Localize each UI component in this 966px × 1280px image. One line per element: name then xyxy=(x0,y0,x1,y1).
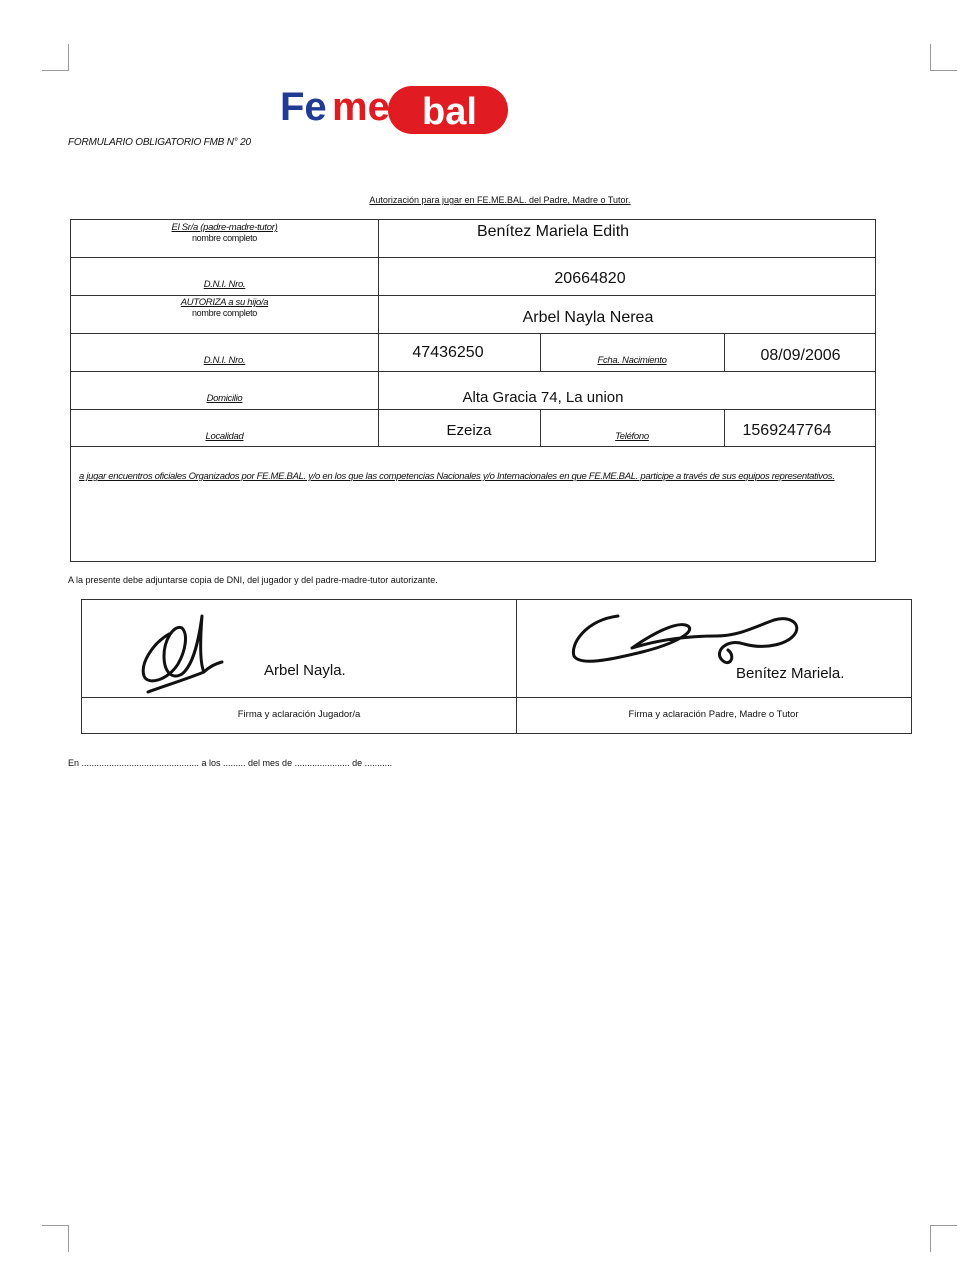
child-name: Arbel Nayla Nerea xyxy=(522,309,654,326)
authorization-clause: a jugar encuentros oficiales Organizados por FE.ME.BAL. y/o en los que las competencias Nacionales y/o Internacionales en que FE.ME.BAL. participe a través de sus equipos representativos. xyxy=(79,471,835,482)
logo-text-bal: bal xyxy=(422,91,477,133)
parent-name: Benítez Mariela Edith xyxy=(476,223,630,240)
player-signature xyxy=(134,606,234,696)
parent-dni-label: D.N.I. Nro. xyxy=(203,279,246,290)
birth-label: Fcha. Nacimiento xyxy=(597,355,667,366)
logo-text-fe: Fe xyxy=(280,85,327,129)
parent-dni: 20664820 xyxy=(554,270,626,287)
place-date-line: En ............................................... a los ......... del mes de ...................... de ........... xyxy=(68,758,393,768)
form-heading: Autorización para jugar en FE.ME.BAL. del Padre, Madre o Tutor. xyxy=(369,195,631,205)
phone-label: Teléfono xyxy=(615,431,649,442)
child-sublabel: nombre completo xyxy=(191,308,258,318)
row-divider xyxy=(71,409,875,410)
child-label-cell xyxy=(71,297,378,318)
form-code: FORMULARIO OBLIGATORIO FMB N° 20 xyxy=(68,137,251,148)
row-divider xyxy=(71,295,875,296)
city: Ezeiza xyxy=(446,422,492,439)
corner-mark-bottom-right xyxy=(930,1225,957,1252)
attachment-note: A la presente debe adjuntarse copia de DNI, del jugador y del padre-madre-tutor autorizante. xyxy=(68,575,438,585)
city-label-cell xyxy=(71,431,378,442)
parent-dni-label-cell xyxy=(71,279,378,290)
parent-signature xyxy=(566,610,806,670)
authorization-table xyxy=(70,219,876,562)
city-label: Localidad xyxy=(205,431,244,442)
row-divider xyxy=(71,257,875,258)
signature-table xyxy=(81,599,912,734)
child-dni-label-cell xyxy=(71,355,378,366)
birth-label-cell xyxy=(540,355,724,366)
address: Alta Gracia 74, La union xyxy=(462,389,624,406)
player-caption: Firma y aclaración Jugador/a xyxy=(237,709,361,720)
corner-mark-bottom-left xyxy=(42,1225,69,1252)
col-divider xyxy=(378,220,379,446)
femebal-logo xyxy=(280,80,510,136)
address-label: Domicilio xyxy=(206,393,243,404)
corner-mark-top-left xyxy=(42,44,69,71)
child-dni-label: D.N.I. Nro. xyxy=(203,355,246,366)
row-divider xyxy=(71,371,875,372)
row-divider xyxy=(71,333,875,334)
parent-label: El Sr/a (padre-madre-tutor) xyxy=(171,222,278,233)
parent-sublabel: nombre completo xyxy=(191,233,258,243)
child-label: AUTORIZA a su hijo/a xyxy=(180,297,269,308)
player-name: Arbel Nayla. xyxy=(264,662,346,679)
phone-label-cell xyxy=(540,431,724,442)
logo-text-me: me xyxy=(332,85,390,129)
row-divider xyxy=(71,446,875,447)
parent-label-cell xyxy=(71,222,378,243)
phone: 1569247764 xyxy=(742,422,832,439)
corner-mark-top-right xyxy=(930,44,957,71)
address-label-cell xyxy=(71,393,378,404)
child-dni: 47436250 xyxy=(412,344,484,361)
birth-date: 08/09/2006 xyxy=(760,347,841,364)
parent-signature-name: Benítez Mariela. xyxy=(736,665,845,682)
parent-caption: Firma y aclaración Padre, Madre o Tutor xyxy=(628,709,799,720)
row-divider xyxy=(82,697,911,698)
